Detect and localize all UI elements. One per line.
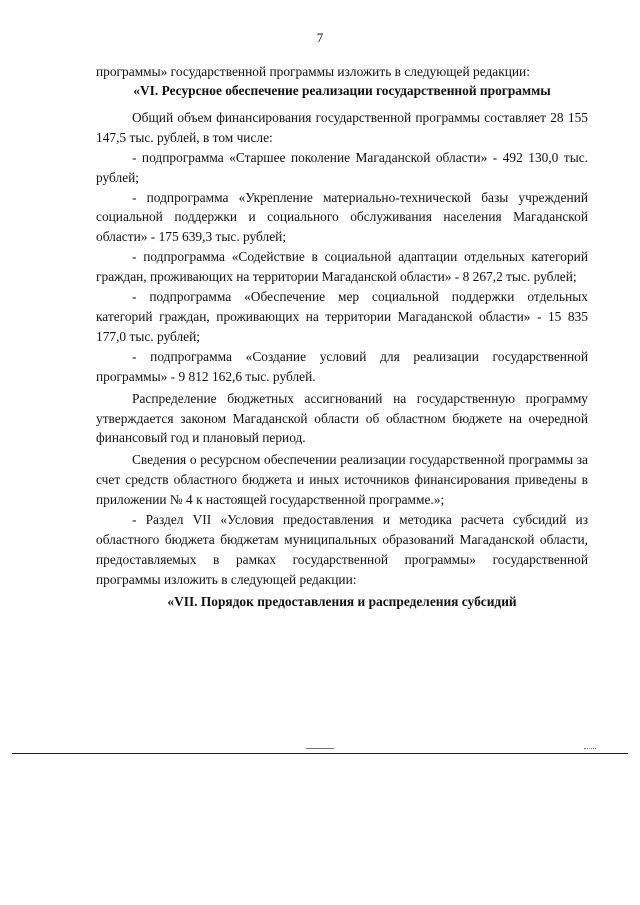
paragraph-subprogram-2: - подпрограмма «Укрепление материально-технической базы учреждений социальной поддержки и социального обслуживания населения Магаданской области» - 175 639,3 тыс. рублей; (96, 189, 588, 245)
paragraph-subprogram-4: - подпрограмма «Обеспечение мер социальной поддержки отдельных категорий граждан, проживающих на территории Магаданской области» - 15 835 177,0 тыс. рублей; (96, 289, 588, 344)
page-number: 7 (316, 30, 324, 45)
paragraph-resource-info: Сведения о ресурсном обеспечении реализации государственной программы за счет средств областного бюджета и иных источников финансирования приведены в приложении № 4 к настоящей государственной программе.»; (96, 452, 588, 508)
section-vii-heading: «VII. Порядок предоставления и распределения субсидий (167, 593, 517, 609)
rule-mark (584, 748, 596, 749)
paragraph-subprogram-5: - подпрограмма «Создание условий для реализации государственной программы» - 9 812 162,6 тыс. рублей. (96, 348, 588, 384)
intro-line: программы» государственной программы изложить в следующей редакции: (96, 64, 530, 79)
horizontal-rule (12, 753, 628, 754)
paragraph-section-vii: - Раздел VII «Условия предоставления и методика расчета субсидий из областного бюджета бюджетам муниципальных образований Магаданской области, предоставляемых в рамках государственной программы» государственной программы изложить в следующей редакции: (96, 512, 588, 587)
paragraph-distribution: Распределение бюджетных ассигнований на государственную программу утверждается законом Магаданской области об областном бюджете на очередной финансовый год и плановый период. (96, 390, 588, 446)
paragraph-subprogram-3: - подпрограмма «Содействие в социальной адаптации отдельных категорий граждан, проживающих на территории Магаданской области» - 8 267,2 тыс. рублей; (96, 249, 588, 285)
rule-mark (306, 748, 334, 749)
document-body (96, 62, 588, 612)
paragraph-total-financing: Общий объем финансирования государственной программы составляет 28 155 147,5 тыс. рублей, в том числе: (96, 109, 588, 145)
paragraph-subprogram-1: - подпрограмма «Старшее поколение Магаданской области» - 492 130,0 тыс. рублей; (96, 149, 588, 185)
section-vi-heading: «VI. Ресурсное обеспечение реализации государственной программы (133, 82, 551, 98)
